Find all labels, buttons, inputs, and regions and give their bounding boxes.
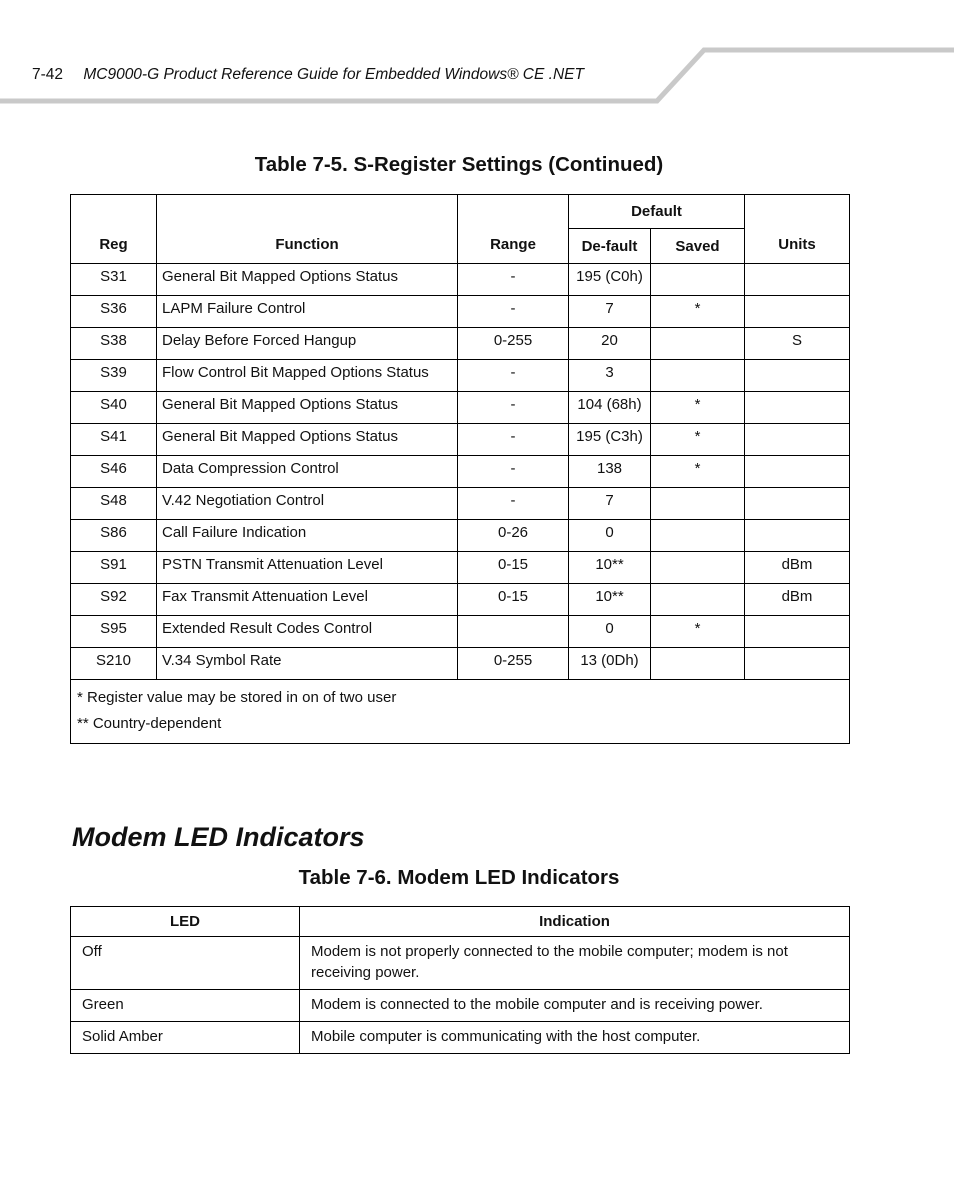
header-default-value: De-fault bbox=[569, 229, 651, 264]
range-cell bbox=[458, 616, 569, 648]
function-cell: V.42 Negotiation Control bbox=[157, 488, 458, 520]
units-cell: dBm bbox=[745, 584, 850, 616]
saved-cell bbox=[651, 552, 745, 584]
range-cell: 0-15 bbox=[458, 584, 569, 616]
range-cell: - bbox=[458, 264, 569, 296]
saved-cell bbox=[651, 648, 745, 680]
default-cell: 0 bbox=[569, 616, 651, 648]
header-range: Range bbox=[458, 195, 569, 264]
reg-cell: S95 bbox=[71, 616, 157, 648]
range-cell: - bbox=[458, 392, 569, 424]
header-default: Default bbox=[569, 195, 745, 229]
saved-cell: * bbox=[651, 424, 745, 456]
default-cell: 104 (68h) bbox=[569, 392, 651, 424]
default-cell: 195 (C3h) bbox=[569, 424, 651, 456]
saved-cell bbox=[651, 488, 745, 520]
table-row bbox=[71, 264, 850, 296]
led-cell: Solid Amber bbox=[71, 1022, 300, 1054]
indication-cell: Modem is connected to the mobile computer and is receiving power. bbox=[300, 990, 850, 1022]
units-cell bbox=[745, 424, 850, 456]
table-row bbox=[71, 456, 850, 488]
function-cell: Fax Transmit Attenuation Level bbox=[157, 584, 458, 616]
led-cell: Off bbox=[71, 937, 300, 990]
default-cell: 7 bbox=[569, 488, 651, 520]
range-cell: 0-255 bbox=[458, 328, 569, 360]
saved-cell: * bbox=[651, 296, 745, 328]
reg-cell: S86 bbox=[71, 520, 157, 552]
function-cell: Extended Result Codes Control bbox=[157, 616, 458, 648]
reg-cell: S39 bbox=[71, 360, 157, 392]
header-saved: Saved bbox=[651, 229, 745, 264]
function-cell: Flow Control Bit Mapped Options Status bbox=[157, 360, 458, 392]
table-row bbox=[71, 424, 850, 456]
function-cell: V.34 Symbol Rate bbox=[157, 648, 458, 680]
table-row bbox=[71, 328, 850, 360]
indication-cell: Modem is not properly connected to the mobile computer; modem is not receiving power. bbox=[300, 937, 850, 990]
units-cell bbox=[745, 456, 850, 488]
function-cell: PSTN Transmit Attenuation Level bbox=[157, 552, 458, 584]
header-reg: Reg bbox=[71, 195, 157, 264]
units-cell: S bbox=[745, 328, 850, 360]
table-notes bbox=[71, 680, 850, 744]
page-number: 7-42 bbox=[32, 66, 64, 83]
function-cell: Delay Before Forced Hangup bbox=[157, 328, 458, 360]
indication-cell: Mobile computer is communicating with the host computer. bbox=[300, 1022, 850, 1054]
reg-cell: S92 bbox=[71, 584, 157, 616]
header-led: LED bbox=[71, 907, 300, 937]
default-cell: 195 (C0h) bbox=[569, 264, 651, 296]
function-cell: LAPM Failure Control bbox=[157, 296, 458, 328]
reg-cell: S46 bbox=[71, 456, 157, 488]
led-cell: Green bbox=[71, 990, 300, 1022]
reg-cell: S40 bbox=[71, 392, 157, 424]
default-cell: 7 bbox=[569, 296, 651, 328]
table-row bbox=[71, 360, 850, 392]
default-cell: 20 bbox=[569, 328, 651, 360]
table-row bbox=[71, 520, 850, 552]
function-cell: General Bit Mapped Options Status bbox=[157, 424, 458, 456]
default-cell: 13 (0Dh) bbox=[569, 648, 651, 680]
note-saved: * Register value may be stored in on of two user bbox=[77, 689, 397, 706]
units-cell bbox=[745, 264, 850, 296]
table-row bbox=[71, 552, 850, 584]
saved-cell: * bbox=[651, 392, 745, 424]
units-cell bbox=[745, 360, 850, 392]
range-cell: - bbox=[458, 360, 569, 392]
reg-cell: S38 bbox=[71, 328, 157, 360]
range-cell: - bbox=[458, 488, 569, 520]
section-heading: Modem LED Indicators bbox=[72, 822, 365, 852]
range-cell: - bbox=[458, 424, 569, 456]
units-cell bbox=[745, 616, 850, 648]
saved-cell bbox=[651, 520, 745, 552]
reg-cell: S48 bbox=[71, 488, 157, 520]
units-cell: dBm bbox=[745, 552, 850, 584]
note-country: ** Country-dependent bbox=[77, 715, 222, 732]
table-row bbox=[71, 648, 850, 680]
table-row bbox=[71, 990, 850, 1022]
saved-cell bbox=[651, 360, 745, 392]
reg-cell: S41 bbox=[71, 424, 157, 456]
table-row bbox=[71, 488, 850, 520]
units-cell bbox=[745, 296, 850, 328]
saved-cell bbox=[651, 328, 745, 360]
default-cell: 0 bbox=[569, 520, 651, 552]
default-cell: 138 bbox=[569, 456, 651, 488]
header-rule bbox=[0, 0, 954, 110]
default-cell: 10** bbox=[569, 552, 651, 584]
units-cell bbox=[745, 520, 850, 552]
default-cell: 3 bbox=[569, 360, 651, 392]
table-row bbox=[71, 296, 850, 328]
range-cell: 0-26 bbox=[458, 520, 569, 552]
reg-cell: S36 bbox=[71, 296, 157, 328]
modem-led-table bbox=[70, 906, 850, 1054]
reg-cell: S210 bbox=[71, 648, 157, 680]
header-function: Function bbox=[157, 195, 458, 264]
table-row bbox=[71, 616, 850, 648]
default-cell: 10** bbox=[569, 584, 651, 616]
range-cell: 0-15 bbox=[458, 552, 569, 584]
function-cell: Data Compression Control bbox=[157, 456, 458, 488]
saved-cell bbox=[651, 264, 745, 296]
range-cell: 0-255 bbox=[458, 648, 569, 680]
units-cell bbox=[745, 392, 850, 424]
table-row bbox=[71, 392, 850, 424]
table-notes-row bbox=[71, 680, 850, 744]
header-units: Units bbox=[745, 195, 850, 264]
table-row bbox=[71, 1022, 850, 1054]
s-register-table bbox=[70, 194, 850, 744]
header-indication: Indication bbox=[300, 907, 850, 937]
function-cell: General Bit Mapped Options Status bbox=[157, 392, 458, 424]
units-cell bbox=[745, 488, 850, 520]
units-cell bbox=[745, 648, 850, 680]
function-cell: Call Failure Indication bbox=[157, 520, 458, 552]
reg-cell: S31 bbox=[71, 264, 157, 296]
running-header bbox=[32, 66, 584, 84]
range-cell: - bbox=[458, 296, 569, 328]
saved-cell bbox=[651, 584, 745, 616]
table-row bbox=[71, 584, 850, 616]
saved-cell: * bbox=[651, 456, 745, 488]
table-6-title: Table 7-6. Modem LED Indicators bbox=[298, 866, 620, 889]
reg-cell: S91 bbox=[71, 552, 157, 584]
saved-cell: * bbox=[651, 616, 745, 648]
function-cell: General Bit Mapped Options Status bbox=[157, 264, 458, 296]
range-cell: - bbox=[458, 456, 569, 488]
guide-title: MC9000-G Product Reference Guide for Embedded Windows® CE .NET bbox=[83, 66, 584, 83]
table-row bbox=[71, 937, 850, 990]
table-5-title: Table 7-5. S-Register Settings (Continued) bbox=[254, 153, 664, 176]
